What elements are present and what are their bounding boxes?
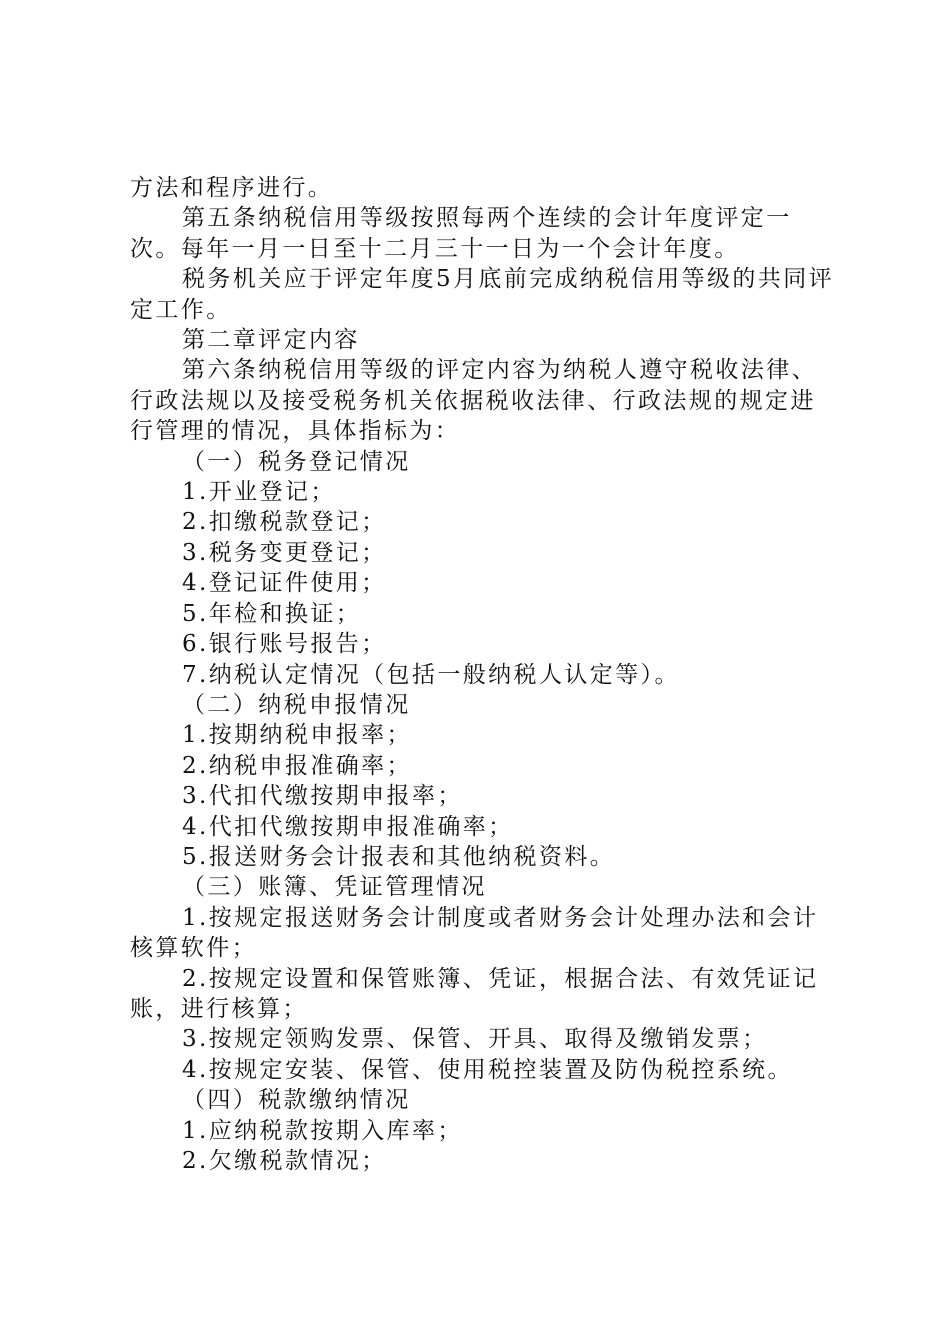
- list-item: 6.银行账号报告；: [182, 631, 387, 658]
- list-item: 2.按规定设置和保管账簿、凭证，根据合法、有效凭证记账，进行核算；: [130, 965, 819, 1022]
- list-item: 5.报送财务会计报表和其他纳税资料。: [182, 843, 616, 870]
- list-item: 4.按规定安装、保管、使用税控装置及防伪税控系统。: [182, 1056, 793, 1083]
- list-item: 2.纳税申报准确率；: [182, 752, 412, 779]
- paragraph-article-6: 第六条纳税信用等级的评定内容为纳税人遵守税收法律、行政法规以及接受税务机关依据税收法律、行政法规的规定进行管理的情况，具体指标为：: [130, 357, 817, 445]
- list-item: 2.欠缴税款情况；: [182, 1148, 387, 1174]
- list-item: 3.按规定领购发票、保管、开具、取得及缴销发票；: [182, 1026, 768, 1053]
- chapter-heading: 第二章评定内容: [182, 327, 360, 354]
- paragraph-article-5: 第五条纳税信用等级按照每两个连续的会计年度评定一次。每年一月一日至十二月三十一日为一个会计年度。: [130, 205, 792, 262]
- list-item: 7.纳税认定情况（包括一般纳税人认定等）。: [182, 661, 680, 688]
- section-heading-3: （三）账簿、凭证管理情况: [182, 874, 487, 901]
- list-item: 5.年检和换证；: [182, 600, 362, 627]
- paragraph-continuation: 方法和程序进行。: [130, 175, 334, 201]
- list-item: 1.开业登记；: [182, 479, 336, 506]
- list-item: 1.按规定报送财务会计制度或者财务会计处理办法和会计核算软件；: [130, 904, 819, 962]
- list-item: 3.税务变更登记；: [182, 539, 387, 566]
- section-heading-2: （二）纳税申报情况: [182, 691, 411, 718]
- list-item: 3.代扣代缴按期申报率；: [182, 783, 463, 810]
- list-item: 2.扣缴税款登记；: [182, 509, 387, 536]
- section-heading-1: （一）税务登记情况: [182, 448, 411, 475]
- list-item: 1.按期纳税申报率；: [182, 722, 412, 749]
- list-item: 1.应纳税款按期入库率；: [182, 1117, 463, 1144]
- document-body: [130, 173, 835, 1176]
- section-heading-4: （四）税款缴纳情况: [182, 1087, 411, 1114]
- list-item: 4.代扣代缴按期申报准确率；: [182, 813, 514, 840]
- paragraph-deadline: 税务机关应于评定年度5月底前完成纳税信用等级的共同评定工作。: [130, 266, 835, 323]
- list-item: 4.登记证件使用；: [182, 570, 387, 597]
